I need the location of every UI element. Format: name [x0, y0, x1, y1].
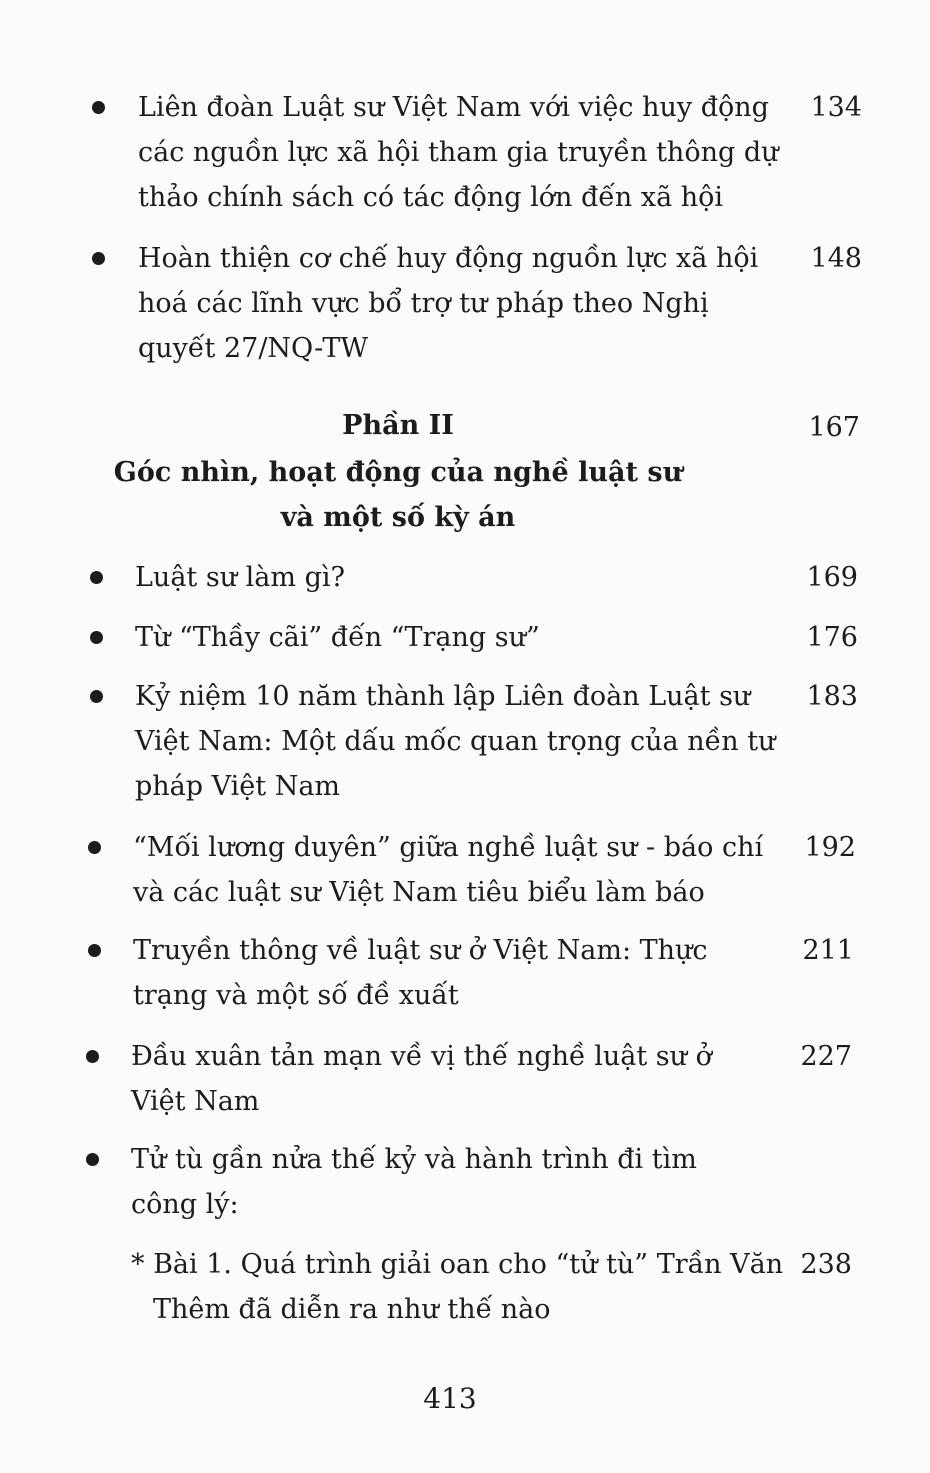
- section-page: 167: [808, 412, 860, 443]
- toc-entry-page: 169: [806, 562, 858, 593]
- toc-entry-page: 192: [804, 832, 856, 863]
- toc-sub-entry-title: * Bài 1. Quá trình giải oan cho “tử tù” Trần Văn Thêm đã diễn ra như thế nào: [131, 1249, 784, 1325]
- toc-entry-page: 227: [800, 1041, 852, 1072]
- page-number: 413: [423, 1382, 477, 1415]
- section-part-label: Phần II: [342, 410, 454, 441]
- bullet-icon: [92, 101, 105, 114]
- bullet-icon: [90, 631, 103, 644]
- toc-entry-title: Từ “Thầy cãi” đến “Trạng sư”: [135, 622, 540, 653]
- toc-entry-page: 176: [806, 622, 858, 653]
- bullet-icon: [88, 841, 101, 854]
- toc-entry-title: Đầu xuân tản mạn về vị thế nghề luật sư ở Việt Nam: [131, 1041, 712, 1117]
- toc-entry-title: Truyền thông về luật sư ở Việt Nam: Thực trạng và một số đề xuất: [133, 935, 708, 1011]
- bullet-icon: [86, 1153, 99, 1166]
- toc-entry-page: 183: [806, 681, 858, 712]
- toc-entry-title: Kỷ niệm 10 năm thành lập Liên đoàn Luật sư Việt Nam: Một dấu mốc quan trọng của nền tư pháp Việt Nam: [135, 681, 776, 802]
- bullet-icon: [88, 944, 101, 957]
- bullet-icon: [90, 571, 103, 584]
- toc-entry-page: 211: [802, 935, 854, 966]
- toc-entry-page: 148: [810, 243, 862, 274]
- toc-sub-entry-page: 238: [800, 1249, 852, 1280]
- toc-entry-title: Liên đoàn Luật sư Việt Nam với việc huy động các nguồn lực xã hội tham gia truyền thông dự thảo chính sách có tác động lớn đến xã hội: [138, 92, 779, 213]
- toc-entry-title: Hoàn thiện cơ chế huy động nguồn lực xã hội hoá các lĩnh vực bổ trợ tư pháp theo Nghị quyết 27/NQ-TW: [138, 243, 759, 364]
- toc-entry-title: Luật sư làm gì?: [135, 562, 345, 593]
- toc-entry-page: 134: [810, 92, 862, 123]
- toc-entry-title: Tử tù gần nửa thế kỷ và hành trình đi tìm công lý:: [131, 1144, 697, 1220]
- bullet-icon: [86, 1050, 99, 1063]
- bullet-icon: [92, 252, 105, 265]
- toc-entry-title: “Mối lương duyên” giữa nghề luật sư - báo chí và các luật sư Việt Nam tiêu biểu làm báo: [133, 832, 764, 908]
- section-title: Góc nhìn, hoạt động của nghề luật sư và một số kỳ án: [113, 457, 683, 533]
- bullet-icon: [90, 690, 103, 703]
